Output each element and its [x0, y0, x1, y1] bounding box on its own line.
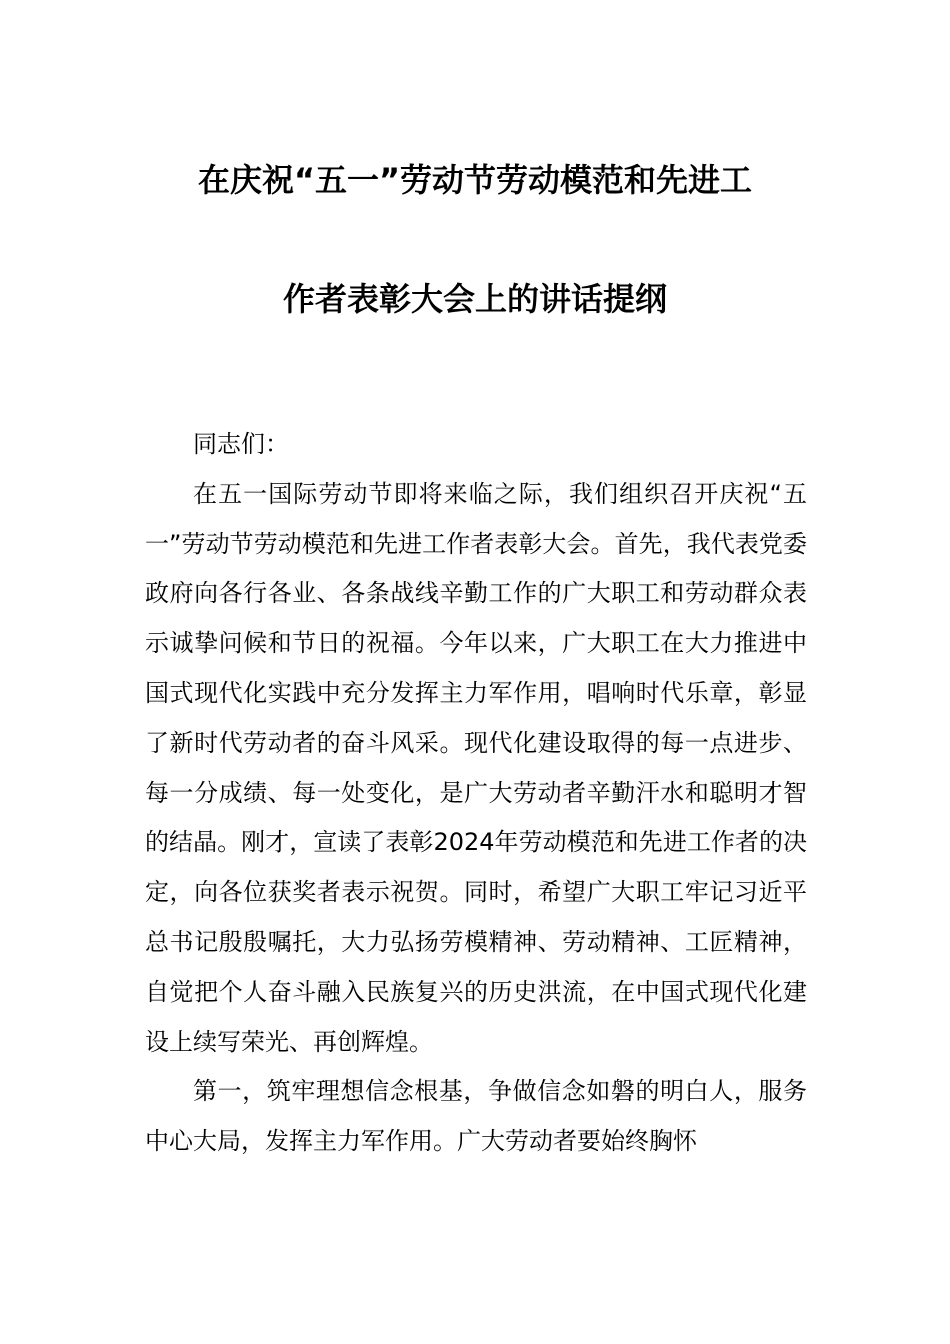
document-title-line-1: 在庆祝“五一”劳动节劳动模范和先进工	[197, 161, 753, 199]
body-paragraph-2: 第一，筑牢理想信念根基，争做信念如磐的明白人，服务中心大局，发挥主力军作用。广大劳动者要始终胸怀	[145, 1077, 807, 1156]
document-body	[145, 420, 807, 1167]
document-title-line-2: 作者表彰大会上的讲话提纲	[282, 280, 667, 318]
salutation: 同志们：	[193, 430, 289, 458]
body-paragraph-1: 在五一国际劳动节即将来临之际，我们组织召开庆祝“五一”劳动节劳动模范和先进工作者表彰大会。首先，我代表党委政府向各行各业、各条战线辛勤工作的广大职工和劳动群众表示诚挚问候和节日的祝福。今年以来，广大职工在大力推进中国式现代化实践中充分发挥主力军作用，唱响时代乐章，彰显了新时代劳动者的奋斗风采。现代化建设取得的每一点进步、每一分成绩、每一处变化，是广大劳动者辛勤汗水和聪明才智的结晶。刚才，宣读了表彰2024年劳动模范和先进工作者的决定，向各位获奖者表示祝贺。同时，希望广大职工牢记习近平总书记殷殷嘱托，大力弘扬劳模精神、劳动精神、工匠精神，自觉把个人奋斗融入民族复兴的历史洪流，在中国式现代化建设上续写荣光、再创辉煌。	[145, 479, 807, 1056]
